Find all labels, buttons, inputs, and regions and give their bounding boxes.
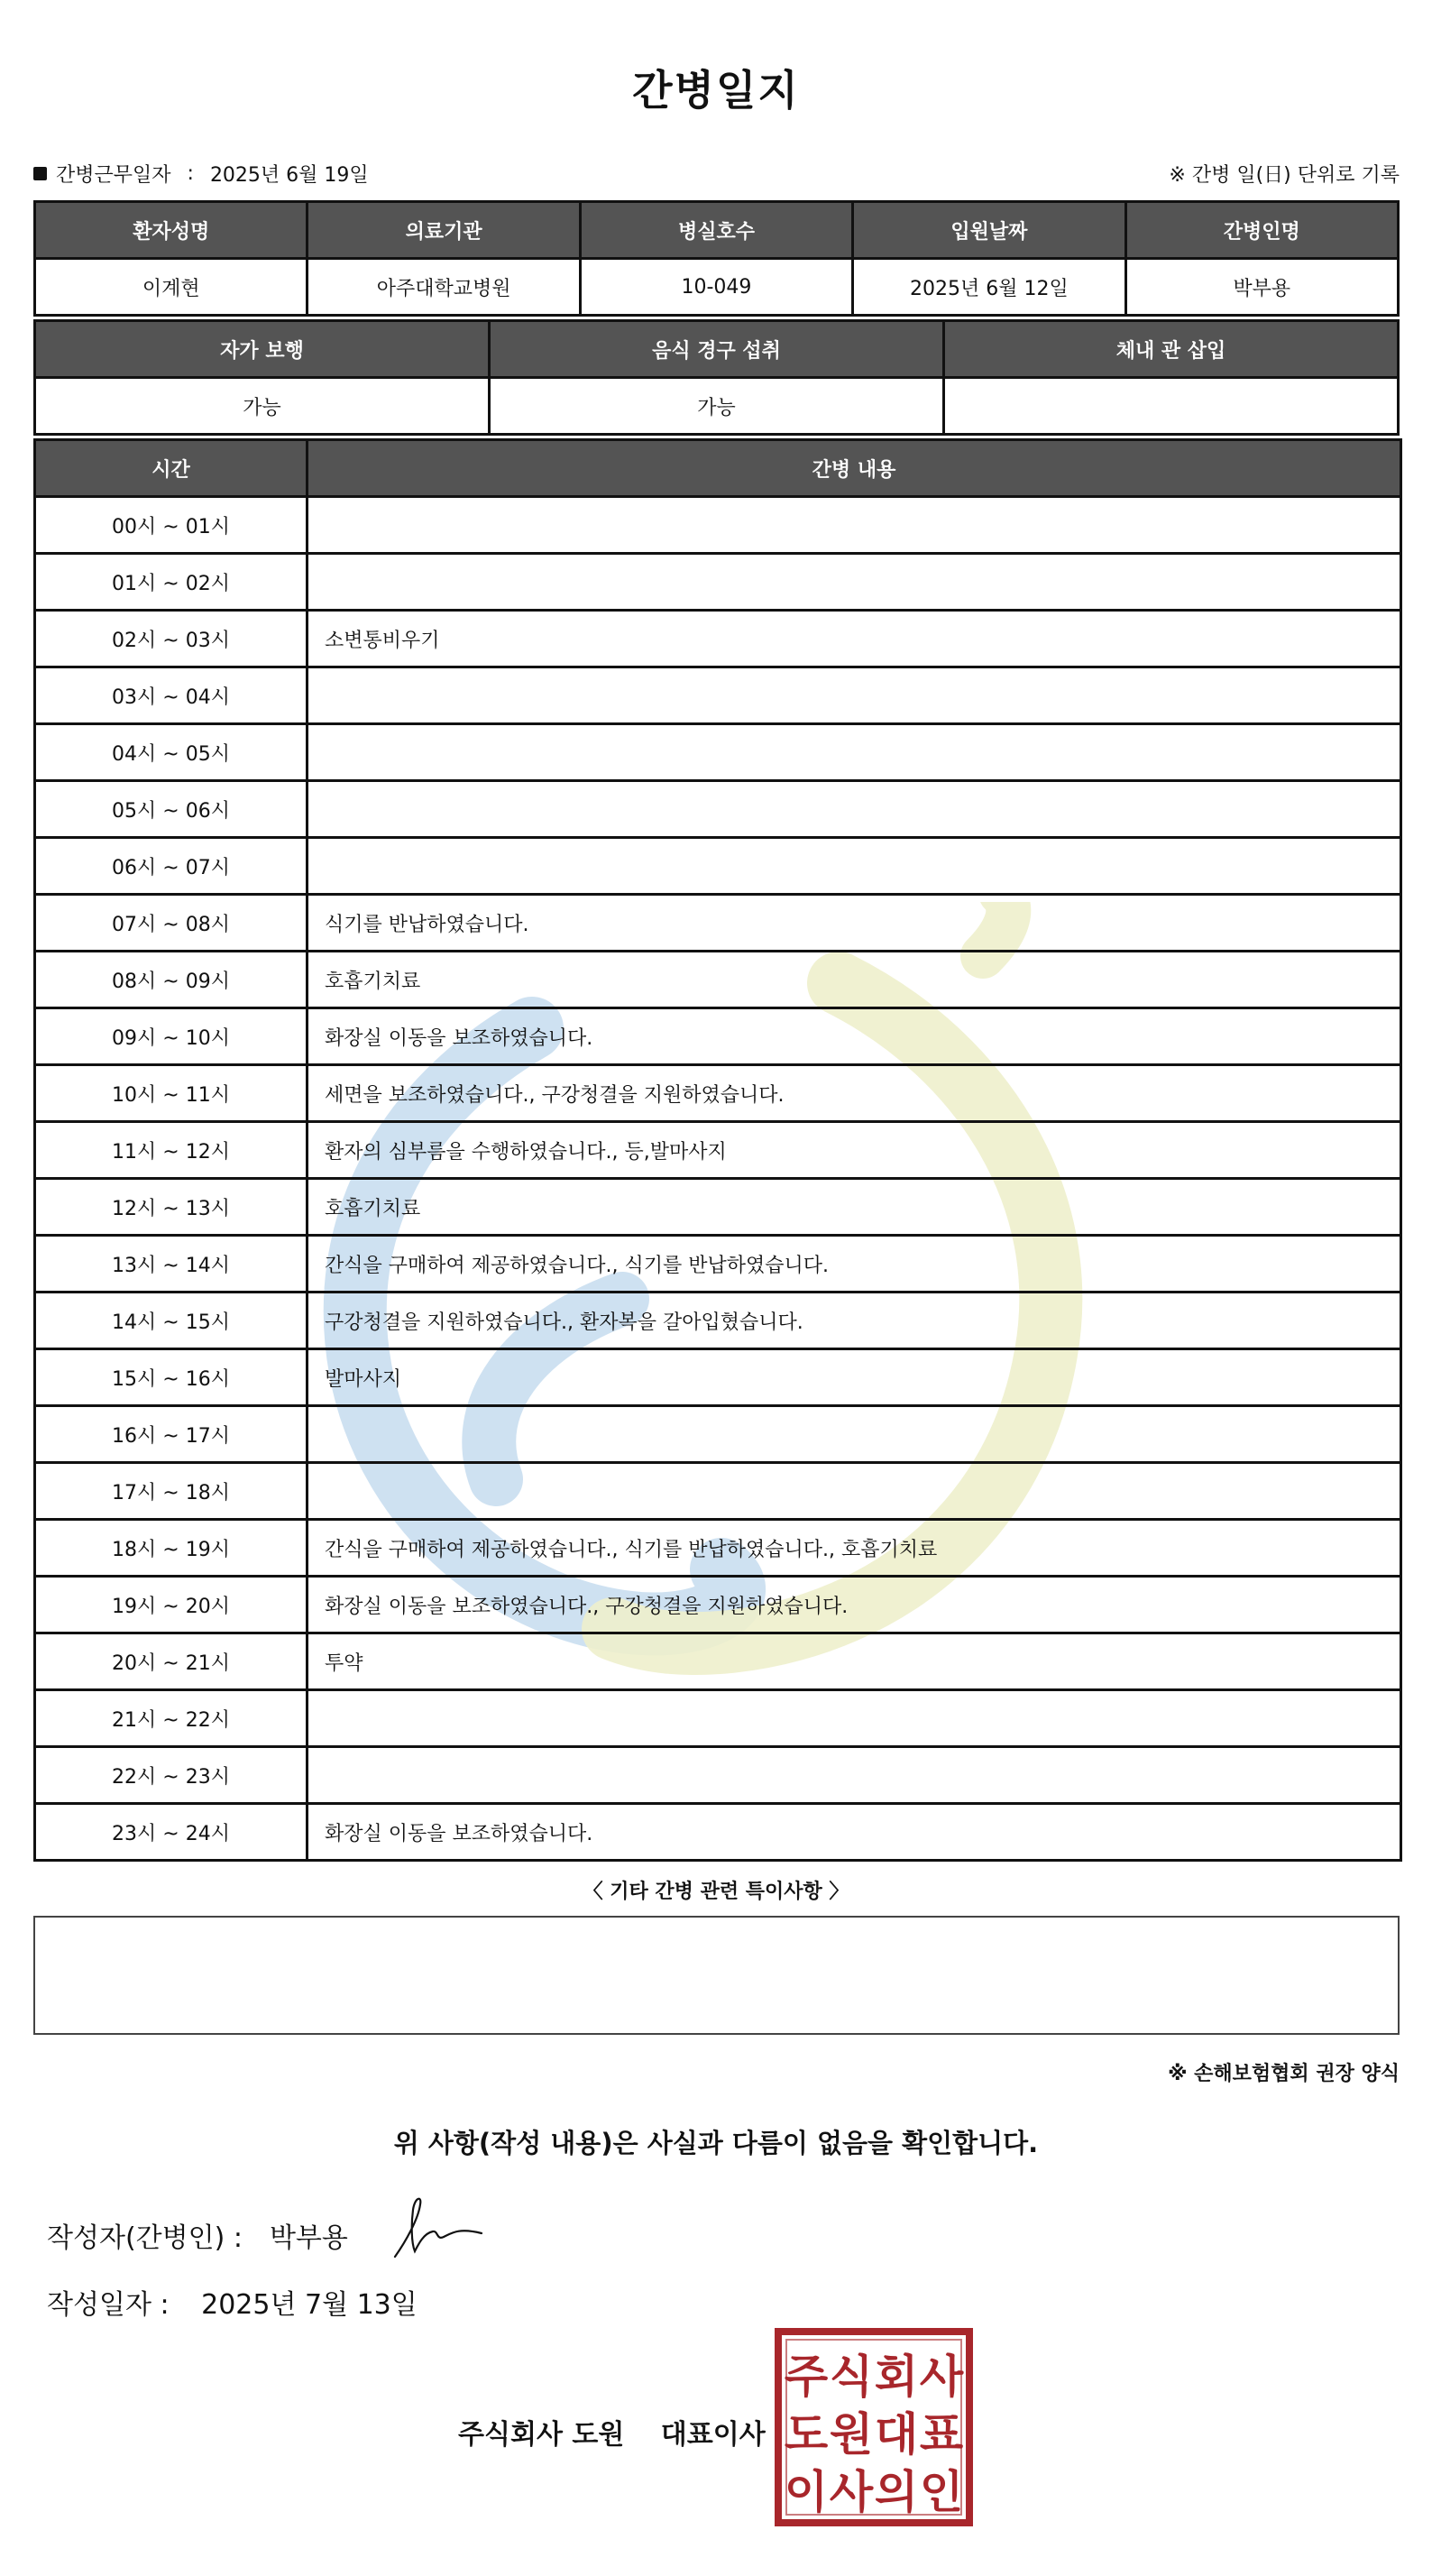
table-row — [35, 1293, 1401, 1349]
care-content-cell: 발마사지 — [308, 1349, 1401, 1406]
care-content-cell: 세면을 보조하였습니다., 구강청결을 지원하였습니다. — [308, 1065, 1401, 1122]
time-slot-cell: 11시 ~ 12시 — [35, 1122, 308, 1179]
care-content-cell: 호흡기치료 — [308, 952, 1401, 1008]
square-bullet-icon — [33, 167, 47, 180]
care-content-cell: 화장실 이동을 보조하였습니다., 구강청결을 지원하였습니다. — [308, 1577, 1401, 1633]
seal-character: 인 — [919, 2466, 964, 2518]
seal-character: 의 — [874, 2466, 919, 2518]
time-slot-cell: 00시 ~ 01시 — [35, 497, 308, 554]
record-unit-note: ※ 간병 일(日) 단위로 기록 — [1169, 163, 1400, 187]
body-tube-header: 체내 관 삽입 — [944, 321, 1399, 378]
notes-box — [33, 1916, 1400, 2035]
time-slot-cell: 09시 ~ 10시 — [35, 1008, 308, 1065]
caregiver-name-value: 박부용 — [1125, 259, 1398, 316]
care-content-cell — [308, 667, 1401, 724]
write-date-row — [47, 2282, 418, 2322]
admission-date-value: 2025년 6월 12일 — [853, 259, 1125, 316]
seal-character: 이 — [784, 2466, 829, 2518]
table-row — [35, 1520, 1401, 1577]
ceo-title: 대표이사 — [660, 2419, 766, 2451]
work-date-colon: : — [187, 161, 194, 185]
self-walking-value: 가능 — [35, 378, 490, 435]
caregiver-name-header: 간병인명 — [1125, 202, 1398, 259]
work-date-row — [33, 157, 1400, 189]
time-slot-cell: 18시 ~ 19시 — [35, 1520, 308, 1577]
time-slot-cell: 02시 ~ 03시 — [35, 611, 308, 667]
document-title: 간병일지 — [632, 66, 800, 115]
care-content-cell — [308, 554, 1401, 611]
time-slot-cell: 01시 ~ 02시 — [35, 554, 308, 611]
time-slot-cell: 04시 ~ 05시 — [35, 724, 308, 781]
seal-character: 원 — [829, 2408, 874, 2461]
table-row — [35, 1577, 1401, 1633]
seal-character: 회 — [874, 2351, 919, 2403]
table-row — [35, 1349, 1401, 1406]
time-slot-cell: 15시 ~ 16시 — [35, 1349, 308, 1406]
admission-date-header: 입원날짜 — [853, 202, 1125, 259]
time-slot-cell: 07시 ~ 08시 — [35, 895, 308, 952]
time-slot-cell: 13시 ~ 14시 — [35, 1236, 308, 1293]
care-content-cell — [308, 781, 1401, 838]
patient-name-header: 환자성명 — [35, 202, 308, 259]
writer-name: 박부용 — [269, 2222, 348, 2254]
work-date-value: 2025년 6월 19일 — [209, 163, 369, 187]
care-content-cell: 간식을 구매하여 제공하였습니다., 식기를 반납하였습니다. — [308, 1236, 1401, 1293]
write-date-label: 작성일자 : — [47, 2289, 170, 2321]
table-row — [35, 1122, 1401, 1179]
table-row — [35, 667, 1401, 724]
care-content-cell: 소변통비우기 — [308, 611, 1401, 667]
table-row — [35, 1406, 1401, 1463]
time-slot-cell: 22시 ~ 23시 — [35, 1747, 308, 1804]
care-content-cell: 투약 — [308, 1633, 1401, 1690]
table-row — [35, 1065, 1401, 1122]
care-content-cell — [308, 1463, 1401, 1520]
table-row — [35, 1747, 1401, 1804]
care-content-cell — [308, 497, 1401, 554]
oral-intake-header: 음식 경구 섭취 — [490, 321, 944, 378]
table-row — [35, 554, 1401, 611]
room-number-value: 10-049 — [580, 259, 852, 316]
time-slot-cell: 17시 ~ 18시 — [35, 1463, 308, 1520]
time-column-header: 시간 — [35, 440, 308, 497]
room-number-header: 병실호수 — [580, 202, 852, 259]
table-row — [35, 838, 1401, 895]
care-content-cell — [308, 1406, 1401, 1463]
hospital-header: 의료기관 — [308, 202, 580, 259]
table-row — [35, 1179, 1401, 1236]
table-row — [35, 1804, 1401, 1861]
seal-character: 사 — [919, 2351, 964, 2403]
time-slot-cell: 19시 ~ 20시 — [35, 1577, 308, 1633]
seal-character: 표 — [919, 2408, 964, 2461]
seal-character: 주 — [784, 2351, 829, 2403]
hospital-value: 아주대학교병원 — [308, 259, 580, 316]
care-content-cell: 화장실 이동을 보조하였습니다. — [308, 1008, 1401, 1065]
time-slot-cell: 05시 ~ 06시 — [35, 781, 308, 838]
patient-name-value: 이계현 — [35, 259, 308, 316]
care-content-cell: 화장실 이동을 보조하였습니다. — [308, 1804, 1401, 1861]
table-row — [35, 1463, 1401, 1520]
time-slot-cell: 16시 ~ 17시 — [35, 1406, 308, 1463]
care-content-cell — [308, 838, 1401, 895]
table-row — [35, 497, 1401, 554]
time-slot-cell: 10시 ~ 11시 — [35, 1065, 308, 1122]
self-walking-header: 자가 보행 — [35, 321, 490, 378]
notes-title: 〈 기타 간병 관련 특이사항 〉 — [583, 1881, 849, 1903]
confirmation-statement: 위 사항(작성 내용)은 사실과 다름이 없음을 확인합니다. — [393, 2128, 1039, 2158]
table-row — [35, 611, 1401, 667]
care-content-cell — [308, 724, 1401, 781]
writer-row — [47, 2215, 348, 2255]
time-slot-cell: 12시 ~ 13시 — [35, 1179, 308, 1236]
table-row — [35, 1690, 1401, 1747]
time-slot-cell: 14시 ~ 15시 — [35, 1293, 308, 1349]
work-date-label: 간병근무일자 — [56, 163, 171, 187]
care-log-table — [33, 438, 1402, 1862]
care-content-cell — [308, 1747, 1401, 1804]
time-slot-cell: 23시 ~ 24시 — [35, 1804, 308, 1861]
seal-character: 사 — [829, 2466, 874, 2518]
company-seal-stamp-icon — [774, 2327, 974, 2527]
table-row — [35, 1633, 1401, 1690]
write-date-value: 2025년 7월 13일 — [201, 2289, 418, 2321]
work-date-info — [33, 160, 369, 188]
seal-character: 도 — [784, 2408, 829, 2461]
care-content-cell: 환자의 심부름을 수행하였습니다., 등,발마사지 — [308, 1122, 1401, 1179]
writer-label: 작성자(간병인) : — [47, 2222, 243, 2254]
oral-intake-value: 가능 — [490, 378, 944, 435]
care-content-cell: 식기를 반납하였습니다. — [308, 895, 1401, 952]
association-form-note: ※ 손해보험협회 권장 양식 — [1168, 2063, 1400, 2085]
table-row — [35, 1236, 1401, 1293]
patient-status-table — [33, 319, 1400, 436]
time-slot-cell: 08시 ~ 09시 — [35, 952, 308, 1008]
care-content-cell: 구강청결을 지원하였습니다., 환자복을 갈아입혔습니다. — [308, 1293, 1401, 1349]
table-row — [35, 724, 1401, 781]
time-slot-cell: 06시 ~ 07시 — [35, 838, 308, 895]
handwritten-signature-icon — [388, 2192, 496, 2264]
table-row — [35, 952, 1401, 1008]
care-content-cell — [308, 1690, 1401, 1747]
seal-character: 식 — [829, 2351, 874, 2403]
care-content-cell: 간식을 구매하여 제공하였습니다., 식기를 반납하였습니다., 호흡기치료 — [308, 1520, 1401, 1577]
time-slot-cell: 03시 ~ 04시 — [35, 667, 308, 724]
time-slot-cell: 21시 ~ 22시 — [35, 1690, 308, 1747]
body-tube-value — [944, 378, 1399, 435]
table-row — [35, 895, 1401, 952]
table-row — [35, 1008, 1401, 1065]
seal-character: 대 — [874, 2408, 919, 2461]
time-slot-cell: 20시 ~ 21시 — [35, 1633, 308, 1690]
company-name: 주식회사 도원 — [458, 2419, 625, 2451]
care-content-cell: 호흡기치료 — [308, 1179, 1401, 1236]
patient-info-table — [33, 200, 1400, 317]
table-row — [35, 781, 1401, 838]
company-signature-line — [458, 2412, 766, 2452]
content-column-header: 간병 내용 — [308, 440, 1401, 497]
